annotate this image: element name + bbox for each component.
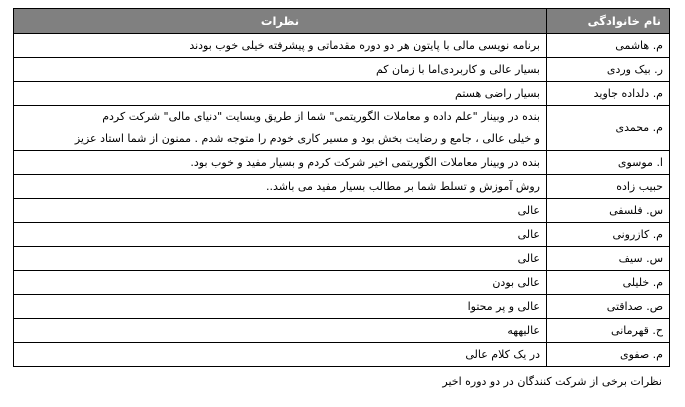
row-comment: عالیههه (14, 319, 547, 343)
comment-line: بنده در وبینار "علم داده و معاملات الگوریتمی" شما از طریق وبسایت "دنیای مالی" شرکت کردم (102, 110, 540, 123)
comments-table (13, 8, 670, 367)
table-row (14, 151, 670, 175)
row-comment: برنامه نویسی مالی با پایتون هر دو دوره مقدماتی و پیشرفته خیلی خوب بودند (14, 34, 547, 58)
row-comment: عالی بودن (14, 271, 547, 295)
row-comment: عالی (14, 223, 547, 247)
row-name: ر. بیک وردی (547, 58, 670, 82)
row-comment: عالی (14, 199, 547, 223)
row-name: ص. صداقتی (547, 295, 670, 319)
row-name: ا. موسوی (547, 151, 670, 175)
row-comment: در یک کلام عالی (14, 343, 547, 367)
row-comment: بنده در وبینار معاملات الگوریتمی اخیر شرکت کردم و بسیار مفید و خوب بود. (14, 151, 547, 175)
row-name: م. هاشمی (547, 34, 670, 58)
row-comment: روش آموزش و تسلط شما بر مطالب بسیار مفید می باشد.. (14, 175, 547, 199)
table-row (14, 175, 670, 199)
table-row (14, 223, 670, 247)
table-row (14, 295, 670, 319)
table-row (14, 271, 670, 295)
row-name: م. صفوی (547, 343, 670, 367)
table-row (14, 34, 670, 58)
row-name: م. کازرونی (547, 223, 670, 247)
table-row (14, 319, 670, 343)
row-name: ح. قهرمانی (547, 319, 670, 343)
comments-table-wrapper (13, 8, 670, 367)
row-name: م. محمدی (547, 106, 670, 151)
row-comment: بسیار راضی هستم (14, 82, 547, 106)
table-row (14, 199, 670, 223)
header-name: نام خانوادگی (547, 9, 670, 34)
row-name: م. خلیلی (547, 271, 670, 295)
row-comment: عالی (14, 247, 547, 271)
comment-line: و خیلی عالی ، جامع و رضایت بخش بود و مسیر کاری خودم را متوجه شدم . ممنون از شما استاد عزیز (74, 132, 540, 145)
table-header-row (14, 9, 670, 34)
row-name: س. فلسفی (547, 199, 670, 223)
row-comment (14, 106, 547, 151)
table-caption: نظرات برخی از شرکت کنندگان در دو دوره اخیر (442, 375, 662, 388)
table-row (14, 106, 670, 151)
table-row (14, 82, 670, 106)
header-comments: نظرات (14, 9, 547, 34)
row-name: حبیب زاده (547, 175, 670, 199)
row-comment: بسیار عالی و کاربردی‌اما با زمان کم (14, 58, 547, 82)
row-name: م. دلداده جاوید (547, 82, 670, 106)
table-row (14, 247, 670, 271)
table-row (14, 343, 670, 367)
table-row (14, 58, 670, 82)
row-name: س. سیف (547, 247, 670, 271)
row-comment: عالی و پر محتوا (14, 295, 547, 319)
